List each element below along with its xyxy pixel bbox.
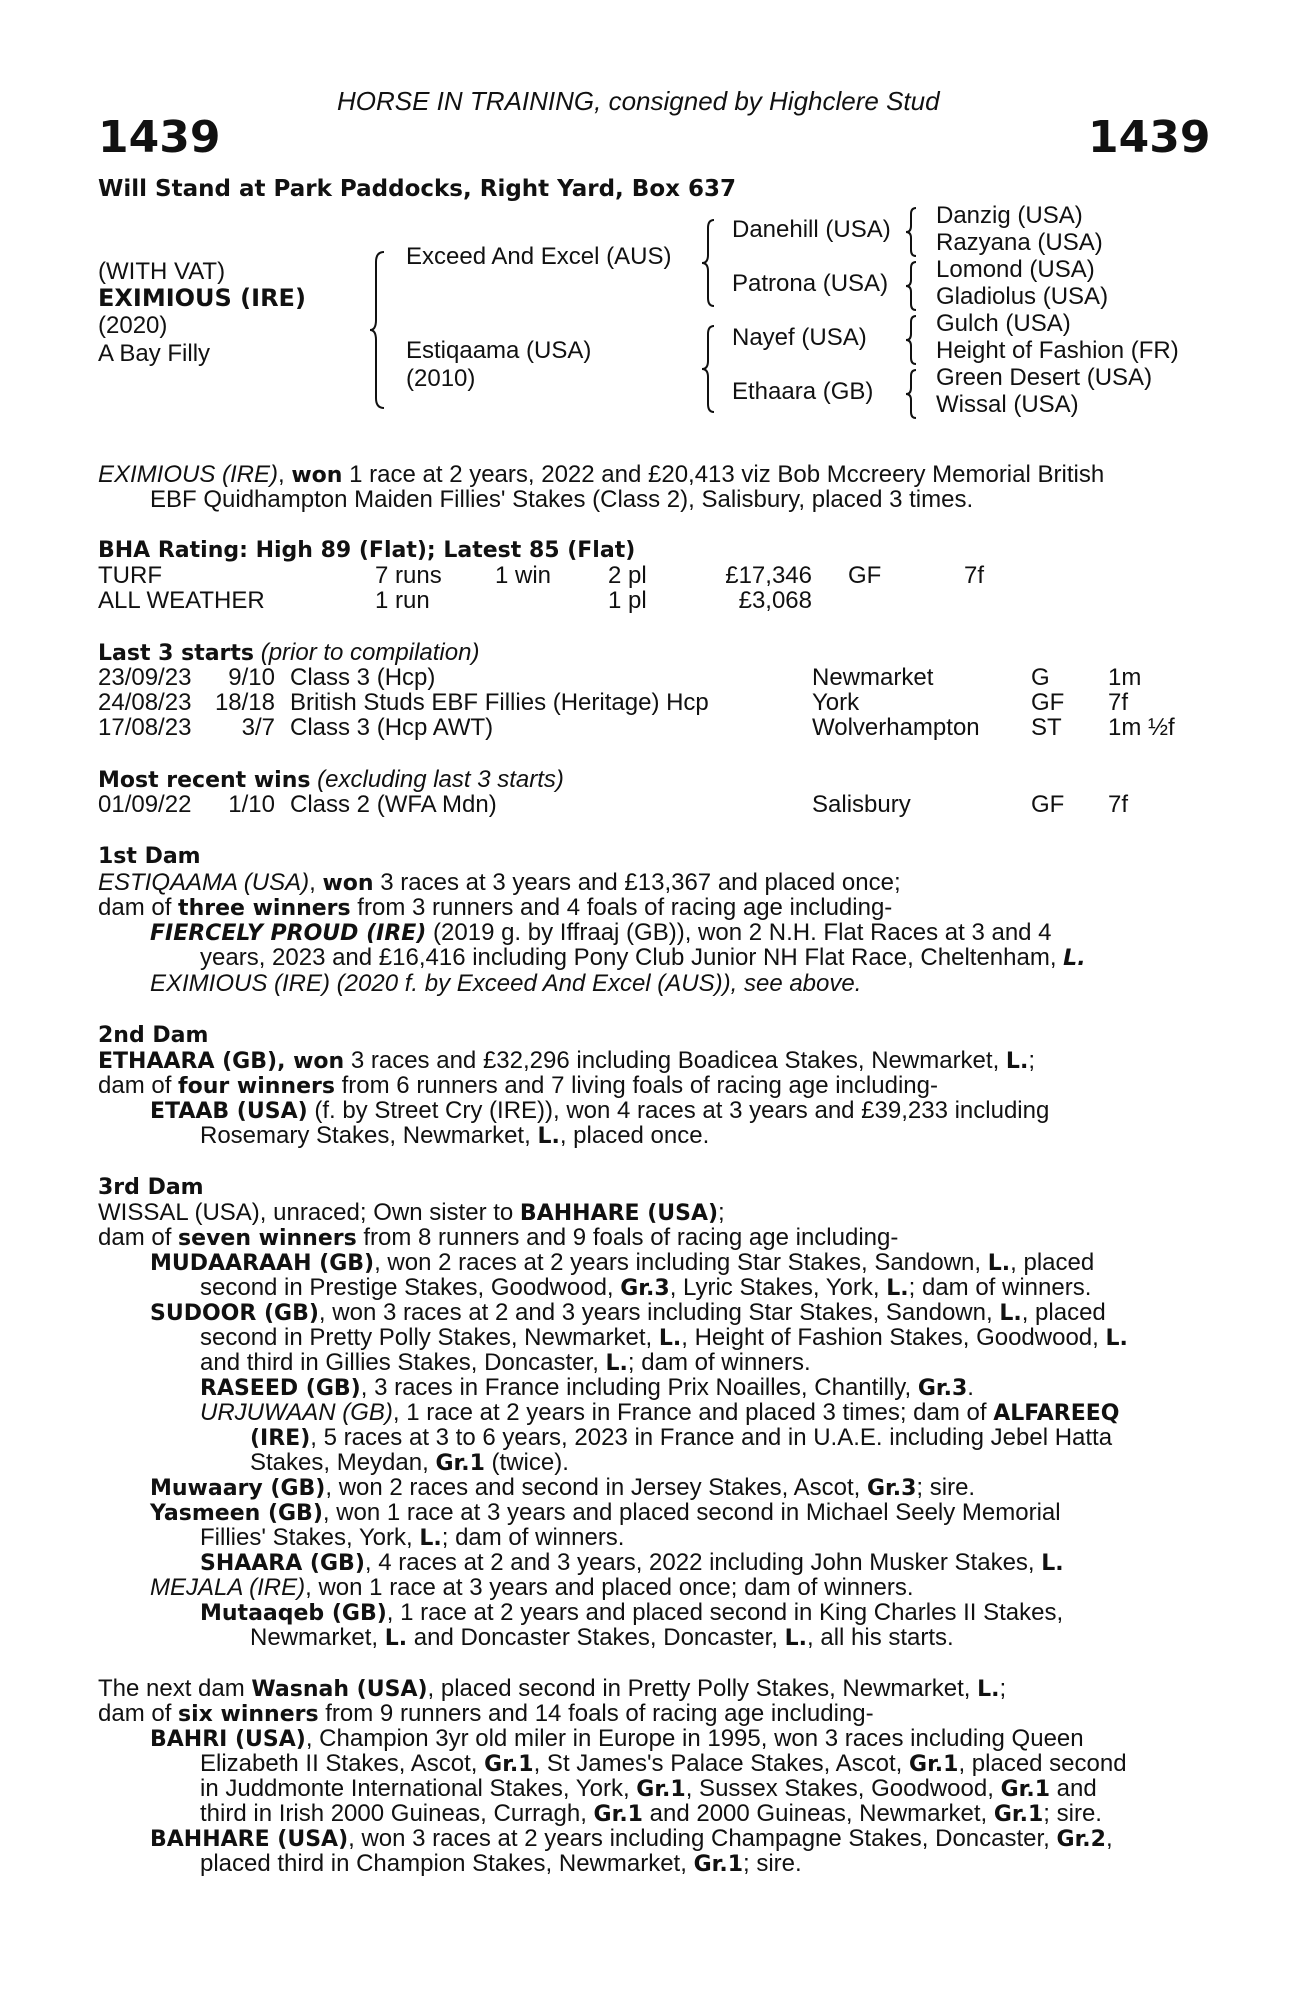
pedigree-brace-dam: [702, 324, 718, 414]
dam2-line-4: Rosemary Stakes, Newmarket, L., placed once.: [200, 1122, 710, 1149]
last-start-going: GF: [1031, 689, 1065, 716]
pedigree-sss: Danzig (USA): [936, 202, 1083, 229]
dam3-urjuwaan-3: Stakes, Meydan, Gr.1 (twice).: [250, 1449, 569, 1476]
dam1-line-4: years, 2023 and £16,416 including Pony Club Junior NH Flat Race, Cheltenham, L.: [200, 944, 1086, 971]
last-start-course: Newmarket: [812, 664, 934, 691]
last-starts-title: Last 3 starts: [98, 641, 255, 666]
rating-distance: 7f: [964, 562, 985, 589]
last-start-going: ST: [1031, 714, 1062, 741]
summary-line-1: EXIMIOUS (IRE), won 1 race at 2 years, 2022 and £20,413 viz Bob Mccreery Memorial British: [98, 461, 1105, 488]
pedigree-dds: Green Desert (USA): [936, 364, 1153, 391]
dam4-bahhare-1: BAHHARE (USA), won 3 races at 2 years including Champagne Stakes, Doncaster, Gr.2,: [150, 1825, 1113, 1852]
dam1-line-5: EXIMIOUS (IRE) (2020 f. by Exceed And Excel (AUS)), see above.: [150, 970, 862, 997]
last-start-race: Class 3 (Hcp AWT): [290, 714, 494, 741]
lot-number-left: 1439: [98, 112, 221, 163]
dam3-mejala: MEJALA (IRE), won 1 race at 3 years and placed once; dam of winners.: [150, 1574, 914, 1601]
last-start-course: York: [812, 689, 860, 716]
last-start-position: 3/7: [241, 714, 275, 741]
dam2-line-3: ETAAB (USA) (f. by Street Cry (IRE)), won 4 races at 3 years and £39,233 including: [150, 1097, 1050, 1124]
dam3-sudoor-3: and third in Gillies Stakes, Doncaster, L.; dam of winners.: [200, 1349, 811, 1376]
dam2-heading: 2nd Dam: [98, 1023, 209, 1048]
dam1-line-1: ESTIQAAMA (USA), won 3 races at 3 years and £13,367 and placed once;: [98, 869, 901, 896]
vat-label: (WITH VAT): [98, 258, 226, 285]
dam3-sudoor-2: second in Pretty Polly Stakes, Newmarket, L., Height of Fashion Stakes, Goodwood, L.: [200, 1324, 1128, 1351]
dam3-urjuwaan-2: (IRE), 5 races at 3 to 6 years, 2023 in France and in U.A.E. including Jebel Hatta: [250, 1424, 1113, 1451]
last-start-position: 9/10: [228, 664, 275, 691]
last-start-race: Class 3 (Hcp): [290, 664, 436, 691]
recent-win-distance: 7f: [1108, 791, 1129, 818]
pedigree-brace-ds: [906, 314, 920, 366]
pedigree-brace-sire: [702, 218, 718, 308]
summary-horse-name: EXIMIOUS (IRE): [98, 461, 279, 488]
last-start-distance: 1m: [1108, 664, 1142, 691]
dam3-urjuwaan-1: URJUWAAN (GB), 1 race at 2 years in France and placed 3 times; dam of ALFAREEQ: [200, 1399, 1120, 1426]
pedigree-brace-sd: [906, 260, 920, 312]
lot-number-right: 1439: [1088, 112, 1211, 163]
last-start-race: British Studs EBF Fillies (Heritage) Hcp: [290, 689, 709, 716]
last-starts-note: (prior to compilation): [260, 639, 480, 666]
rating-runs: 1 run: [375, 587, 430, 614]
pedigree-sdd: Gladiolus (USA): [936, 283, 1109, 310]
recent-wins-note: (excluding last 3 starts): [317, 766, 564, 793]
dam2-line-2: dam of four winners from 6 runners and 7 living foals of racing age including-: [98, 1072, 938, 1099]
pedigree-dss: Gulch (USA): [936, 310, 1071, 337]
stand-location: Will Stand at Park Paddocks, Right Yard, Box 637: [98, 176, 736, 202]
dam3-yasmeen-1: Yasmeen (GB), won 1 race at 3 years and placed second in Michael Seely Memorial: [150, 1499, 1061, 1526]
dam3-raseed: RASEED (GB), 3 races in France including Prix Noailles, Chantilly, Gr.3.: [200, 1374, 974, 1401]
dam1-heading: 1st Dam: [98, 844, 201, 869]
bha-rating-heading: BHA Rating: High 89 (Flat); Latest 85 (Flat): [98, 538, 636, 563]
rating-going: GF: [848, 562, 882, 589]
dam3-mudaaraah-1: MUDAARAAH (GB), won 2 races at 2 years including Star Stakes, Sandown, L., placed: [150, 1249, 1095, 1276]
dam4-bahri-3: in Juddmonte International Stakes, York, Gr.1, Sussex Stakes, Goodwood, Gr.1 and: [200, 1775, 1097, 1802]
last-start-date: 23/09/23: [98, 664, 192, 691]
horse-name: EXIMIOUS (IRE): [98, 284, 306, 312]
dam3-muwaary: Muwaary (GB), won 2 races and second in Jersey Stakes, Ascot, Gr.3; sire.: [150, 1474, 976, 1501]
dam4-bahhare-2: placed third in Champion Stakes, Newmarket, Gr.1; sire.: [200, 1850, 802, 1877]
last-start-going: G: [1031, 664, 1050, 691]
summary-won: won: [291, 463, 343, 488]
recent-win-date: 01/09/22: [98, 791, 192, 818]
dam3-yasmeen-2: Fillies' Stakes, York, L.; dam of winners.: [200, 1524, 625, 1551]
recent-win-course: Salisbury: [812, 791, 911, 818]
horse-description: A Bay Filly: [98, 340, 211, 367]
horse-year: (2020): [98, 312, 168, 339]
pedigree-sire-sire: Danehill (USA): [732, 216, 891, 243]
dam1-line-2: dam of three winners from 3 runners and 4 foals of racing age including-: [98, 894, 893, 921]
last-start-date: 24/08/23: [98, 689, 192, 716]
rating-surface: ALL WEATHER: [98, 587, 265, 614]
dam3-mudaaraah-2: second in Prestige Stakes, Goodwood, Gr.3, Lyric Stakes, York, L.; dam of winners.: [200, 1274, 1092, 1301]
pedigree-brace-gen1: [370, 250, 390, 410]
dam3-line-2: dam of seven winners from 8 runners and 9 foals of racing age including-: [98, 1224, 899, 1251]
dam4-bahri-1: BAHRI (USA), Champion 3yr old miler in Europe in 1995, won 3 races including Queen: [150, 1725, 1084, 1752]
consignment-title: HORSE IN TRAINING, consigned by Highclere Stud: [337, 86, 940, 116]
dam4-line-1: The next dam Wasnah (USA), placed second in Pretty Polly Stakes, Newmarket, L.;: [98, 1675, 1007, 1702]
pedigree-brace-dd: [906, 368, 920, 420]
last-start-date: 17/08/23: [98, 714, 192, 741]
dam4-bahri-2: Elizabeth II Stakes, Ascot, Gr.1, St James's Palace Stakes, Ascot, Gr.1, placed second: [200, 1750, 1127, 1777]
pedigree-dam-year: (2010): [406, 365, 476, 392]
pedigree-brace-ss: [906, 206, 920, 258]
dam2-line-1: ETHAARA (GB), won 3 races and £32,296 including Boadicea Stakes, Newmarket, L.;: [98, 1047, 1035, 1074]
rating-placed: 1 pl: [608, 587, 647, 614]
recent-wins-title: Most recent wins: [98, 768, 311, 793]
pedigree-sire: Exceed And Excel (AUS): [406, 243, 672, 270]
pedigree-dam-sire: Nayef (USA): [732, 324, 867, 351]
pedigree-dam-dam: Ethaara (GB): [732, 378, 874, 405]
rating-surface: TURF: [98, 562, 162, 589]
recent-win-going: GF: [1031, 791, 1065, 818]
dam4-bahri-4: third in Irish 2000 Guineas, Curragh, Gr.1 and 2000 Guineas, Newmarket, Gr.1; sire.: [200, 1800, 1102, 1827]
pedigree-dam: Estiqaama (USA): [406, 337, 592, 364]
dam3-shaara: SHAARA (GB), 4 races at 2 and 3 years, 2022 including John Musker Stakes, L.: [200, 1549, 1064, 1576]
dam3-sudoor-1: SUDOOR (GB), won 3 races at 2 and 3 years including Star Stakes, Sandown, L., placed: [150, 1299, 1106, 1326]
summary-text: 1 race at 2 years, 2022 and £20,413 viz Bob Mccreery Memorial British: [342, 461, 1105, 488]
summary-line-2: EBF Quidhampton Maiden Fillies' Stakes (Class 2), Salisbury, placed 3 times.: [150, 486, 974, 513]
pedigree-dsd: Height of Fashion (FR): [936, 337, 1179, 364]
dam3-mutaaqeb-2: Newmarket, L. and Doncaster Stakes, Doncaster, L., all his starts.: [250, 1624, 954, 1651]
pedigree-sire-dam: Patrona (USA): [732, 270, 889, 297]
rating-placed: 2 pl: [608, 562, 647, 589]
pedigree-ddd: Wissal (USA): [936, 391, 1079, 418]
last-start-course: Wolverhampton: [812, 714, 980, 741]
dam1-line-3: FIERCELY PROUD (IRE) (2019 g. by Iffraaj (GB)), won 2 N.H. Flat Races at 3 and 4: [150, 919, 1052, 946]
rating-runs: 7 runs: [375, 562, 442, 589]
rating-prize: £17,346: [725, 562, 812, 589]
dam4-line-2: dam of six winners from 9 runners and 14 foals of racing age including-: [98, 1700, 874, 1727]
dam3-heading: 3rd Dam: [98, 1175, 204, 1200]
last-start-distance: 7f: [1108, 689, 1129, 716]
last-start-position: 18/18: [214, 689, 275, 716]
last-start-distance: 1m ½f: [1108, 714, 1175, 741]
rating-wins: 1 win: [495, 562, 552, 589]
pedigree-sds: Lomond (USA): [936, 256, 1095, 283]
pedigree-ssd: Razyana (USA): [936, 229, 1103, 256]
recent-win-position: 1/10: [228, 791, 275, 818]
dam3-line-1: WISSAL (USA), unraced; Own sister to BAHHARE (USA);: [98, 1199, 725, 1226]
rating-prize: £3,068: [738, 587, 812, 614]
dam3-mutaaqeb-1: Mutaaqeb (GB), 1 race at 2 years and placed second in King Charles II Stakes,: [200, 1599, 1064, 1626]
recent-win-race: Class 2 (WFA Mdn): [290, 791, 497, 818]
